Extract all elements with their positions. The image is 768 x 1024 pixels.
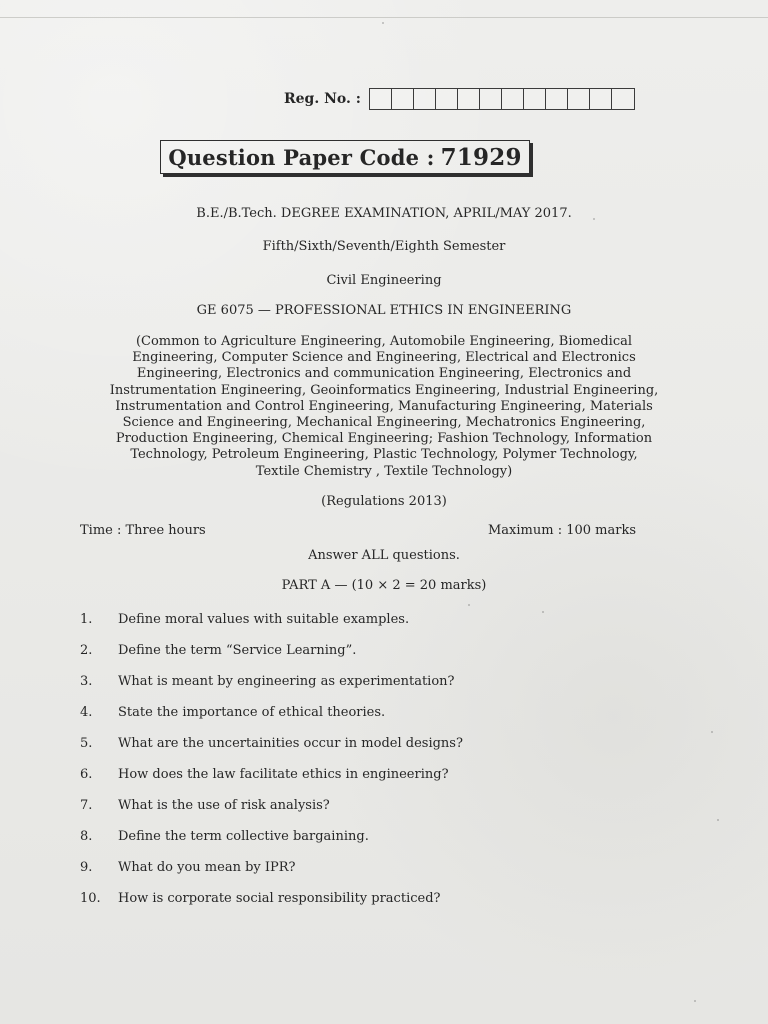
registration-box (590, 89, 612, 109)
question-number: 6. (80, 767, 93, 782)
question-item (80, 860, 640, 891)
question-number: 9. (80, 860, 93, 875)
semester: Fifth/Sixth/Seventh/Eighth Semester (262, 239, 506, 254)
registration-box (436, 89, 458, 109)
question-text: How does the law facilitate ethics in engineering? (118, 767, 449, 782)
question-text: What is the use of risk analysis? (118, 798, 330, 813)
common-line: Technology, Petroleum Engineering, Plastic Technology, Polymer Technology, (130, 447, 638, 463)
registration-box (612, 89, 634, 109)
registration-label: Reg. No. : (284, 91, 361, 107)
registration-box (414, 89, 436, 109)
paper-speck (717, 819, 719, 821)
registration-box (546, 89, 568, 109)
question-paper-code-value: 71929 (440, 143, 522, 171)
question-item (80, 705, 640, 736)
common-line: Engineering, Computer Science and Engineering, Electrical and Electronics (132, 350, 636, 366)
registration-box (502, 89, 524, 109)
common-line: Textile Chemistry , Textile Technology) (255, 463, 513, 479)
registration-boxes (369, 88, 635, 110)
question-number: 3. (80, 674, 93, 689)
paper-speck (468, 604, 470, 606)
question-number: 5. (80, 736, 93, 751)
common-line: Science and Engineering, Mechanical Engineering, Mechatronics Engineering, (122, 415, 646, 431)
course-title: GE 6075 — PROFESSIONAL ETHICS IN ENGINEERING (196, 303, 572, 318)
question-number: 8. (80, 829, 93, 844)
question-text: What are the uncertainities occur in model designs? (118, 736, 463, 751)
answer-instruction: Answer ALL questions. (308, 548, 460, 563)
paper-speck (711, 731, 713, 733)
common-to-list (74, 334, 694, 480)
registration-box (458, 89, 480, 109)
question-item (80, 829, 640, 860)
question-text: What do you mean by IPR? (118, 860, 296, 875)
question-item (80, 767, 640, 798)
registration-box (370, 89, 392, 109)
question-number: 4. (80, 705, 93, 720)
part-a-heading: PART A — (10 × 2 = 20 marks) (281, 578, 487, 593)
registration-box (568, 89, 590, 109)
question-paper-code-label: Question Paper Code : (168, 144, 435, 170)
question-item (80, 643, 640, 674)
question-text: Define moral values with suitable examples. (118, 612, 410, 627)
registration-number-area (284, 87, 635, 111)
paper-speck (694, 1000, 696, 1002)
question-number: 7. (80, 798, 93, 813)
exam-title: B.E./B.Tech. DEGREE EXAMINATION, APRIL/MAY 2017. (196, 206, 572, 221)
question-item (80, 891, 640, 922)
top-rule (0, 17, 768, 18)
question-paper-code-box (160, 140, 530, 174)
question-list (80, 612, 640, 922)
question-number: 1. (80, 612, 93, 627)
common-line: Production Engineering, Chemical Engineering; Fashion Technology, Information (115, 431, 653, 447)
paper-speck (382, 22, 384, 24)
question-item (80, 798, 640, 829)
common-line: Instrumentation Engineering, Geoinformatics Engineering, Industrial Engineering, (109, 382, 659, 398)
question-text: How is corporate social responsibility practiced? (118, 891, 441, 906)
common-line: Engineering, Electronics and communication Engineering, Electronics and (136, 366, 632, 382)
paper-speck (593, 218, 595, 220)
regulations: (Regulations 2013) (321, 494, 447, 509)
paper-speck (542, 611, 544, 613)
exam-time: Time : Three hours (80, 523, 206, 538)
question-text: What is meant by engineering as experimentation? (118, 674, 455, 689)
registration-box (480, 89, 502, 109)
question-number: 10. (80, 891, 101, 906)
question-number: 2. (80, 643, 93, 658)
maximum-marks: Maximum : 100 marks (487, 523, 636, 538)
question-item (80, 674, 640, 705)
question-item (80, 612, 640, 643)
common-line: Instrumentation and Control Engineering, Manufacturing Engineering, Materials (115, 398, 653, 414)
registration-box (524, 89, 546, 109)
department: Civil Engineering (326, 273, 442, 288)
question-text: State the importance of ethical theories. (118, 705, 386, 720)
question-text: Define the term “Service Learning”. (118, 643, 357, 658)
question-text: Define the term collective bargaining. (118, 829, 369, 844)
question-item (80, 736, 640, 767)
common-line: (Common to Agriculture Engineering, Automobile Engineering, Biomedical (135, 334, 633, 349)
registration-box (392, 89, 414, 109)
